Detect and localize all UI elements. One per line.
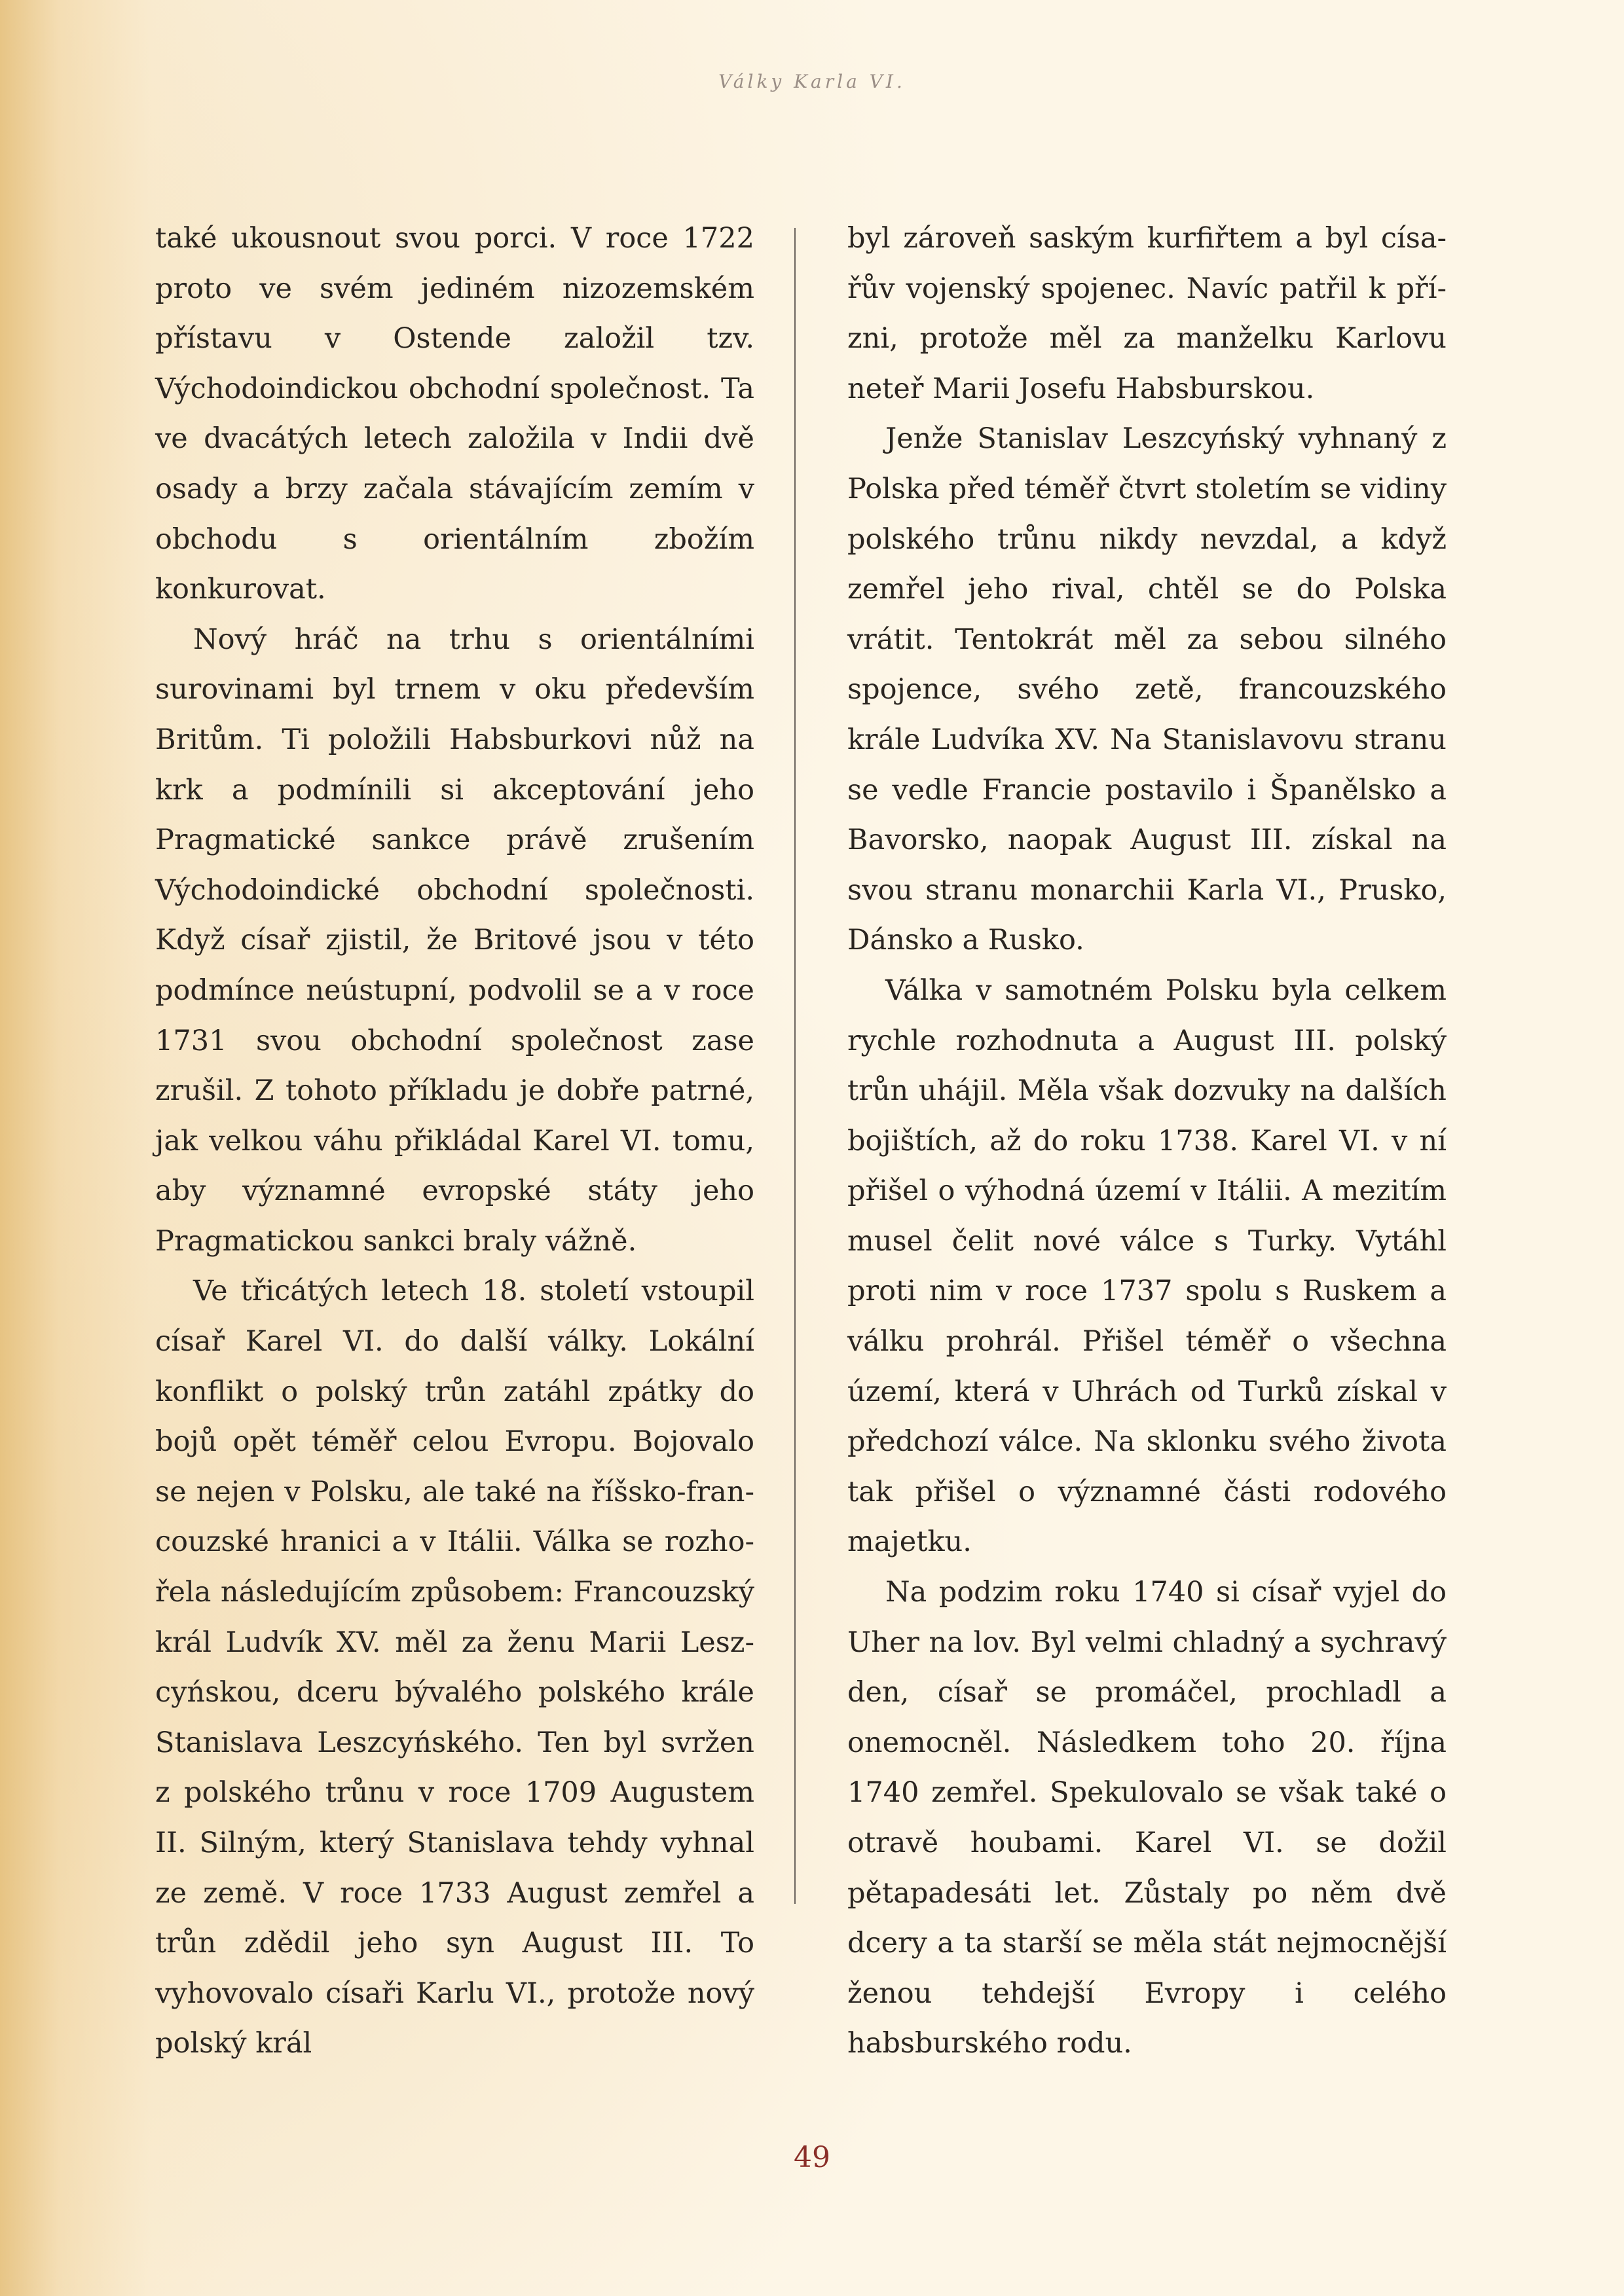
running-header: Války Karla VI. — [718, 71, 906, 92]
paragraph: Nový hráč na trhu s orientálními surovinami byl trnem v oku především Britům. Ti položili Habsburkovi nůž na krk a podmínili si akceptování jeho Pragmatické sankce právě zrušením Východoindické obchodní společnosti. Když císař zjistil, že Britové jsou v této podmínce neústupní, podvolil se a v roce 1731 svou obchodní společnost zase zrušil. Z tohoto příkladu je dobře patrné, jak velkou váhu přikládal Karel VI. tomu, aby významné evropské státy jeho Pragmatickou sankci braly vážně. — [155, 623, 754, 1258]
paragraph: byl zároveň saským kurfiřtem a byl císařův vojenský spojenec. Navíc patřil k přízni, protože měl za manželku Karlovu neteř Marii Josefu Habsburskou. — [847, 222, 1447, 405]
column-divider — [794, 228, 796, 1904]
paragraph: Ve třicátých letech 18. století vstoupil císař Karel VI. do další války. Lokální konflikt o polský trůn zatáhl zpátky do bojů opět téměř celou Evropu. Bojovalo se nejen v Polsku, ale také na říšsko-francouzské hranici a v Itálii. Válka se rozhořela následujícím způsobem: Francouzský král Ludvík XV. měl za ženu Marii Leszcyńskou, dceru bývalého polského krále Stanislava Leszcyńského. Ten byl svržen z polského trůnu v roce 1709 Augustem II. Silným, který Stanislava tehdy vyhnal ze země. V roce 1733 August zemřel a trůn zdědil jeho syn August III. To vyhovovalo císaři Karlu VI., protože nový polský král — [155, 1275, 754, 2060]
paragraph: Jenže Stanislav Leszcyńský vyhnaný z Polska před téměř čtvrt stoletím se vidiny polského trůnu nikdy nevzdal, a když zemřel jeho rival, chtěl se do Polska vrátit. Tentokrát měl za sebou silného spojence, svého zetě, francouzského krále Ludvíka XV. Na Stanislavovu stranu se vedle Francie postavilo i Španělsko a Bavorsko, naopak August III. získal na svou stranu monarchii Karla VI., Prusko, Dánsko a Rusko. — [847, 422, 1447, 957]
paragraph: také ukousnout svou porci. V roce 1722 proto ve svém jediném nizozemském přístavu v Ostende založil tzv. Východoindickou obchodní společnost. Ta ve dvacátých letech založila v Indii dvě osady a brzy začala stávajícím zemím v obchodu s orientálním zbožím konkurovat. — [155, 222, 754, 606]
right-column — [847, 213, 1447, 2069]
paragraph: Válka v samotném Polsku byla celkem rychle rozhodnuta a August III. polský trůn uhájil. Měla však dozvuky na dalších bojištích, až do roku 1738. Karel VI. v ní přišel o výhodná území v Itálii. A mezitím musel čelit nové válce s Turky. Vytáhl proti nim v roce 1737 spolu s Ruskem a válku prohrál. Přišel téměř o všechna území, která v Uhrách od Turků získal v předchozí válce. Na sklonku svého života tak přišel o významné části rodového majetku. — [847, 974, 1447, 1559]
paragraph: Na podzim roku 1740 si císař vyjel do Uher na lov. Byl velmi chladný a sychravý den, císař se promáčel, prochladl a onemocněl. Následkem toho 20. října 1740 zemřel. Spekulovalo se však také o otravě houbami. Karel VI. se dožil pětapadesáti let. Zůstaly po něm dvě dcery a ta starší se měla stát nejmocnější ženou tehdejší Evropy i celého habsburského rodu. — [847, 1576, 1447, 2060]
page-number: 49 — [794, 2141, 830, 2174]
left-column — [155, 213, 754, 2069]
